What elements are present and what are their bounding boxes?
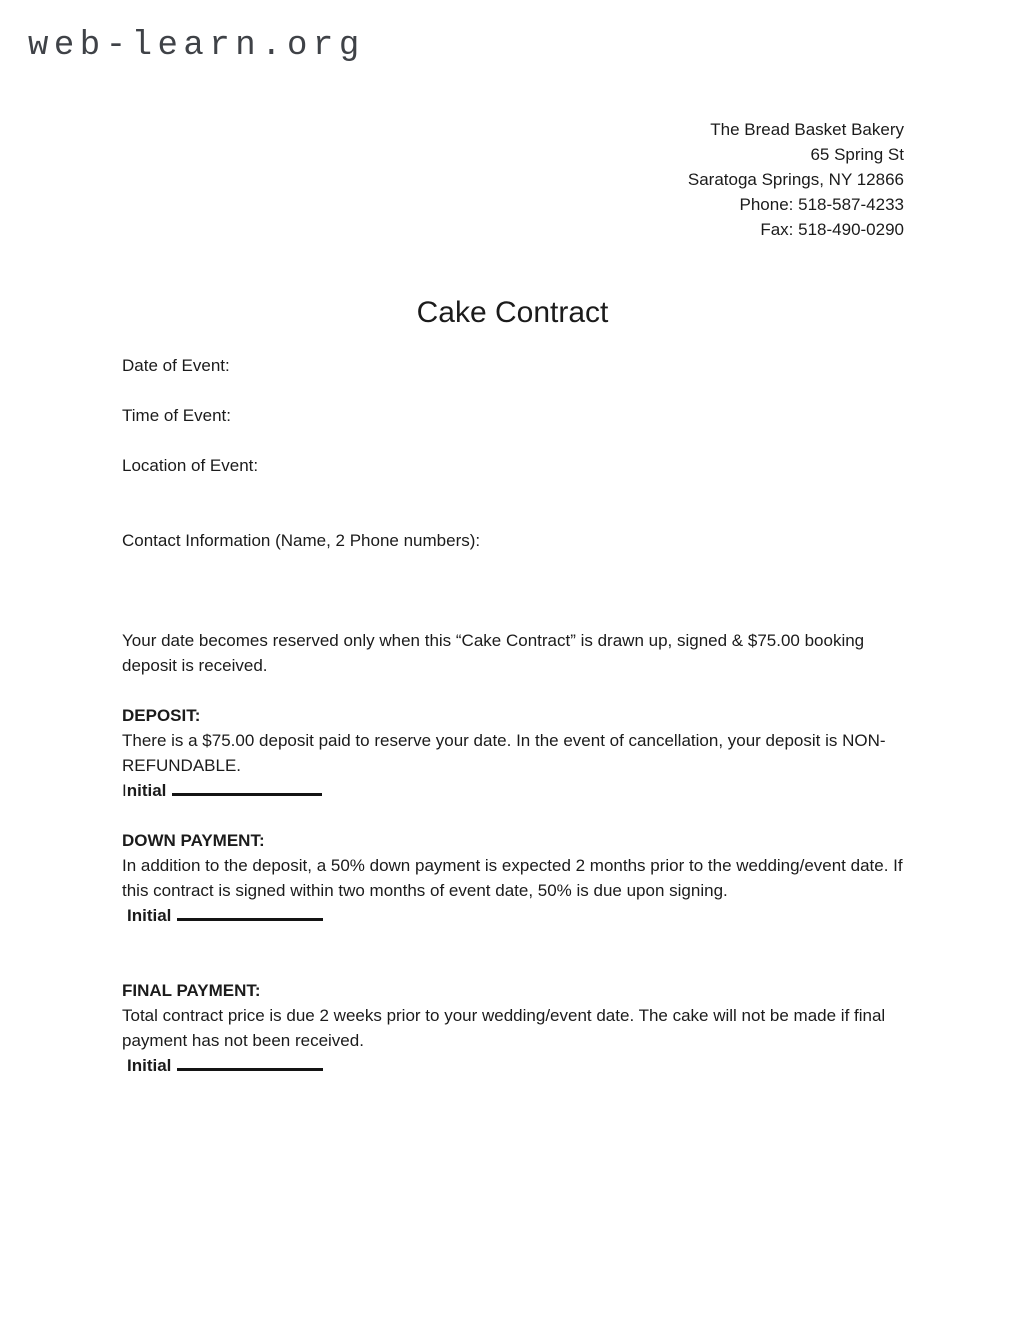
letterhead-line-phone: Phone: 518-587-4233: [739, 195, 904, 214]
initial-row-deposit: [122, 778, 932, 803]
section-body-line: REFUNDABLE.: [122, 756, 242, 775]
field-label-location-of-event: Location of Event:: [122, 456, 259, 475]
letterhead-line-business-name: The Bread Basket Bakery: [710, 120, 904, 139]
initial-label: I: [122, 781, 127, 800]
field-label-time-of-event: Time of Event:: [122, 406, 231, 425]
reservation-notice-paragraph: [122, 628, 932, 678]
initial-label: Initial: [127, 1056, 172, 1075]
section-heading-final-payment: FINAL PAYMENT:: [122, 981, 261, 1000]
letterhead-line-fax: Fax: 518-490-0290: [760, 220, 904, 239]
section-body-line: this contract is signed within two months of event date, 50% is due upon signing.: [122, 881, 728, 900]
initial-signature-blank[interactable]: [172, 778, 322, 796]
logo-text: web-learn.org: [28, 27, 365, 65]
section-body-line: There is a $75.00 deposit paid to reserve your date. In the event of cancellation, your deposit is NON-: [122, 731, 886, 750]
section-body-line: In addition to the deposit, a 50% down payment is expected 2 months prior to the wedding/event date. If: [122, 856, 903, 875]
field-label-date-of-event: Date of Event:: [122, 356, 230, 375]
letterhead-line-street: 65 Spring St: [810, 145, 904, 164]
section-down-payment: [122, 828, 932, 928]
section-heading-deposit: DEPOSIT:: [122, 706, 201, 725]
initial-signature-blank[interactable]: [177, 903, 323, 921]
section-body-line: Total contract price is due 2 weeks prior to your wedding/event date. The cake will not be made if final: [122, 1006, 886, 1025]
field-label-contact-information: Contact Information (Name, 2 Phone numbers):: [122, 531, 481, 550]
paragraph-line: deposit is received.: [122, 656, 268, 675]
section-heading-down-payment: DOWN PAYMENT:: [122, 831, 265, 850]
initial-row-down-payment: [122, 903, 932, 928]
contract-body: [122, 353, 932, 1078]
initial-signature-blank[interactable]: [177, 1053, 323, 1071]
document-title: Cake Contract: [416, 296, 609, 329]
section-body-line: payment has not been received.: [122, 1031, 364, 1050]
initial-label: Initial: [127, 906, 172, 925]
letterhead-line-city-state-zip: Saratoga Springs, NY 12866: [687, 170, 904, 189]
initial-label: nitial: [126, 781, 167, 800]
initial-row-final-payment: [122, 1053, 932, 1078]
letterhead: [688, 117, 904, 242]
section-deposit: [122, 703, 932, 803]
section-final-payment: [122, 978, 932, 1078]
paragraph-line: Your date becomes reserved only when this “Cake Contract” is drawn up, signed & $75.00 booking: [122, 631, 865, 650]
